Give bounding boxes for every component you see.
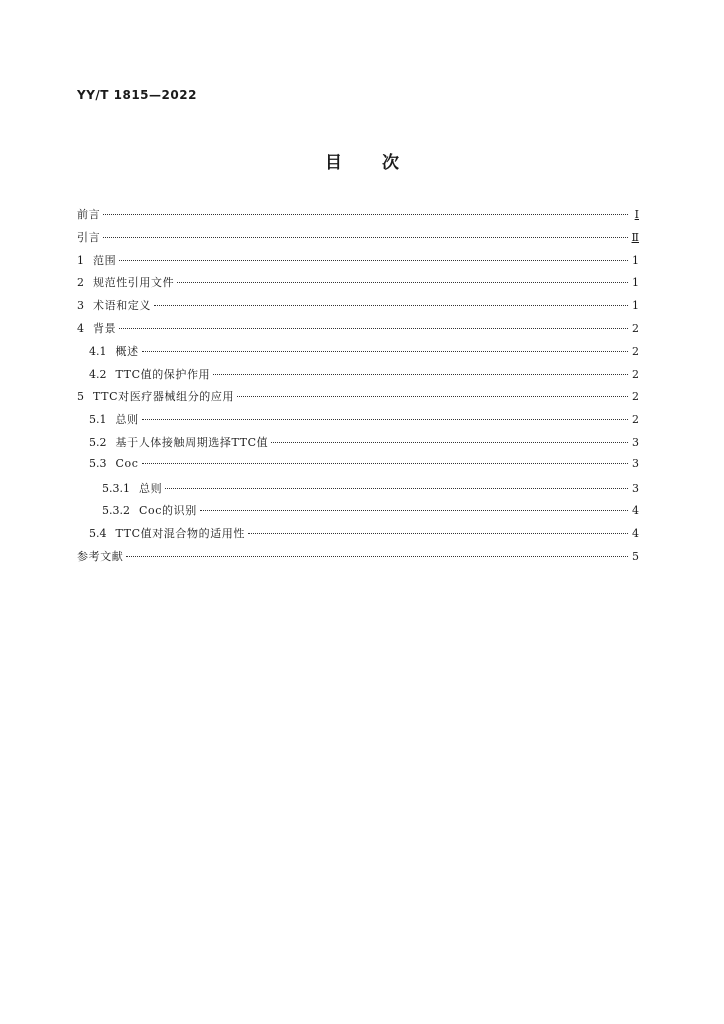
toc-entry-page: 5 [632, 549, 639, 563]
toc-entry-number: 5.3.1 [102, 481, 130, 495]
toc-entry-5-3[interactable] [77, 457, 639, 480]
toc-dot-leader [103, 237, 628, 238]
toc-dot-leader [177, 282, 628, 283]
toc-entry-page: 3 [632, 481, 639, 495]
toc-entry-page: 2 [632, 367, 639, 381]
toc-dot-leader [103, 214, 628, 215]
toc-entry-4[interactable] [77, 320, 639, 343]
toc-entry-page: 3 [632, 435, 639, 449]
toc-entry-text: Coc的识别 [139, 504, 197, 518]
toc-entry-page: 2 [632, 390, 639, 404]
toc-entry-number: 5 [77, 390, 84, 404]
toc-entry-text: 术语和定义 [93, 299, 151, 313]
toc-entry-text: 基于人体接触周期选择TTC值 [115, 435, 269, 449]
toc-entry-page: 1 [632, 276, 639, 290]
toc-entry-text: 参考文献 [77, 549, 124, 563]
toc-entry-4-2[interactable] [77, 366, 639, 389]
toc-entry-4-1[interactable] [77, 343, 639, 366]
toc-entry-page: 1 [632, 253, 639, 267]
toc-entry-foreword[interactable] [77, 206, 639, 229]
toc-entry-1[interactable] [77, 252, 639, 275]
toc-entry-3[interactable] [77, 297, 639, 320]
toc-entry-text: 总则 [139, 481, 163, 495]
toc-entry-number: 5.3.2 [102, 504, 130, 518]
toc-entry-bibliography[interactable] [77, 548, 639, 571]
toc-entry-5-3-2[interactable] [77, 502, 639, 525]
toc-entry-page: 4 [632, 504, 639, 518]
toc-dot-leader [142, 351, 628, 352]
table-of-contents [77, 206, 639, 571]
toc-entry-number: 4.1 [89, 344, 107, 358]
page-title: 目次 [325, 153, 439, 173]
toc-dot-leader [165, 488, 628, 489]
toc-entry-text: 范围 [93, 253, 117, 267]
toc-entry-number: 5.2 [89, 435, 107, 449]
toc-entry-text: TTC对医疗器械组分的应用 [93, 390, 235, 404]
toc-entry-introduction[interactable] [77, 229, 639, 252]
toc-dot-leader [213, 374, 628, 375]
toc-entry-text: TTC值对混合物的适用性 [115, 527, 245, 541]
toc-dot-leader [154, 305, 628, 306]
toc-dot-leader [200, 510, 628, 511]
toc-dot-leader [126, 556, 628, 557]
toc-entry-page: 1 [632, 299, 639, 313]
standard-code: YY/T 1815—2022 [77, 88, 197, 102]
toc-dot-leader [142, 419, 628, 420]
toc-entry-text: 总则 [115, 413, 139, 427]
toc-dot-leader [271, 442, 628, 443]
toc-entry-number: 3 [77, 299, 84, 313]
toc-entry-page: 4 [632, 527, 639, 541]
toc-entry-page: Ⅰ [634, 208, 639, 221]
toc-dot-leader [248, 533, 628, 534]
toc-entry-page: 2 [632, 413, 639, 427]
toc-entry-text: TTC值的保护作用 [115, 367, 211, 381]
toc-dot-leader [119, 328, 628, 329]
toc-entry-page: 3 [632, 456, 639, 470]
toc-entry-page: Ⅱ [631, 230, 639, 244]
toc-entry-number: 5.4 [89, 527, 107, 541]
toc-entry-number: 5.3 [89, 456, 107, 470]
toc-entry-number: 4.2 [89, 367, 107, 381]
toc-entry-5-4[interactable] [77, 525, 639, 548]
toc-entry-text: Coc [115, 456, 139, 470]
toc-dot-leader [237, 396, 628, 397]
toc-entry-number: 5.1 [89, 413, 107, 427]
toc-entry-5-1[interactable] [77, 411, 639, 434]
toc-entry-number: 2 [77, 276, 84, 290]
toc-entry-page: 2 [632, 321, 639, 335]
toc-entry-number: 1 [77, 253, 84, 267]
toc-dot-leader [142, 463, 629, 464]
toc-entry-5-2[interactable] [77, 434, 639, 457]
toc-entry-text: 背景 [93, 321, 117, 335]
toc-entry-text: 规范性引用文件 [93, 276, 175, 290]
toc-entry-number: 4 [77, 321, 84, 335]
toc-entry-2[interactable] [77, 274, 639, 297]
toc-entry-5-3-1[interactable] [77, 480, 639, 503]
toc-entry-text: 概述 [115, 344, 139, 358]
toc-entry-text: 前言 [77, 208, 101, 221]
toc-entry-page: 2 [632, 344, 639, 358]
toc-entry-5[interactable] [77, 388, 639, 411]
toc-dot-leader [119, 260, 628, 261]
toc-entry-text: 引言 [77, 230, 101, 244]
